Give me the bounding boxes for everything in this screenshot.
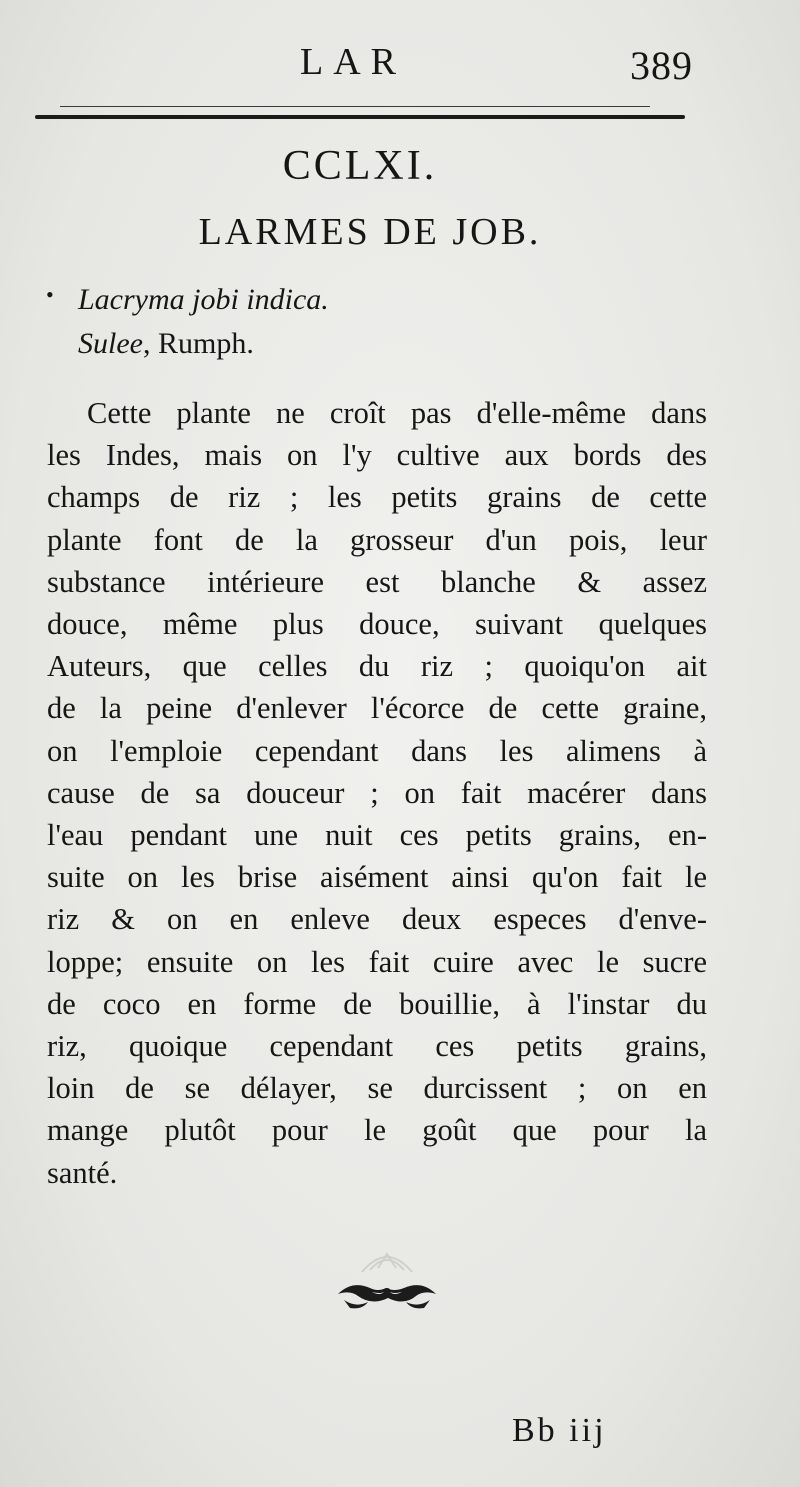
body-line: les Indes, mais on l'y cultive aux bords des <box>47 438 707 473</box>
body-line: riz & on en enleve deux especes d'enve- <box>47 902 707 937</box>
floral-tailpiece-icon <box>332 1232 442 1314</box>
body-line: cause de sa douceur ; on fait macérer dans <box>47 775 707 810</box>
body-line: de coco en forme de bouillie, à l'instar du <box>47 986 707 1021</box>
synonym-latin-2: Sulee <box>78 327 143 360</box>
body-line: suite on les brise aisément ainsi qu'on fait le <box>47 860 707 895</box>
body-line: loppe; ensuite on les fait cuire avec le sucre <box>47 944 707 979</box>
synonym-line-2 <box>78 322 329 366</box>
synonym-line-1 <box>78 278 329 322</box>
bullet-icon: • <box>46 282 54 307</box>
page-number: 389 <box>630 43 693 88</box>
entry-title: LARMES DE JOB. <box>198 211 542 253</box>
body-line: Cette plante ne croît pas d'elle-même dans <box>87 396 707 430</box>
body-line: champs de riz ; les petits grains de cette <box>47 480 707 515</box>
body-line: loin de se délayer, se durcissent ; on en <box>47 1071 707 1106</box>
body-line: de la peine d'enlever l'écorce de cette graine, <box>47 691 707 726</box>
body-line: riz, quoique cependant ces petits grains, <box>47 1029 707 1064</box>
signature-mark: Bb iij <box>512 1412 607 1449</box>
synonym-latin-1: Lacryma jobi indica. <box>78 283 329 316</box>
body-line: substance intérieure est blanche & assez <box>47 564 707 599</box>
synonyms <box>78 278 329 366</box>
running-title: LAR <box>300 41 406 83</box>
entry-number: CCLXI. <box>282 143 438 189</box>
body-line: douce, même plus douce, suivant quelques <box>47 607 707 642</box>
body-text <box>47 392 707 1194</box>
body-line: santé. <box>47 1155 118 1190</box>
synonym-author: , Rumph. <box>142 327 254 360</box>
body-line: Auteurs, que celles du riz ; quoiqu'on ait <box>47 649 707 684</box>
body-line: l'eau pendant une nuit ces petits grains, en- <box>47 818 707 853</box>
header-rule <box>35 115 685 119</box>
body-line: mange plutôt pour le goût que pour la <box>47 1113 707 1148</box>
body-line: plante font de la grosseur d'un pois, leur <box>47 522 707 557</box>
body-line: on l'emploie cependant dans les alimens à <box>47 733 707 768</box>
running-head <box>0 40 800 90</box>
